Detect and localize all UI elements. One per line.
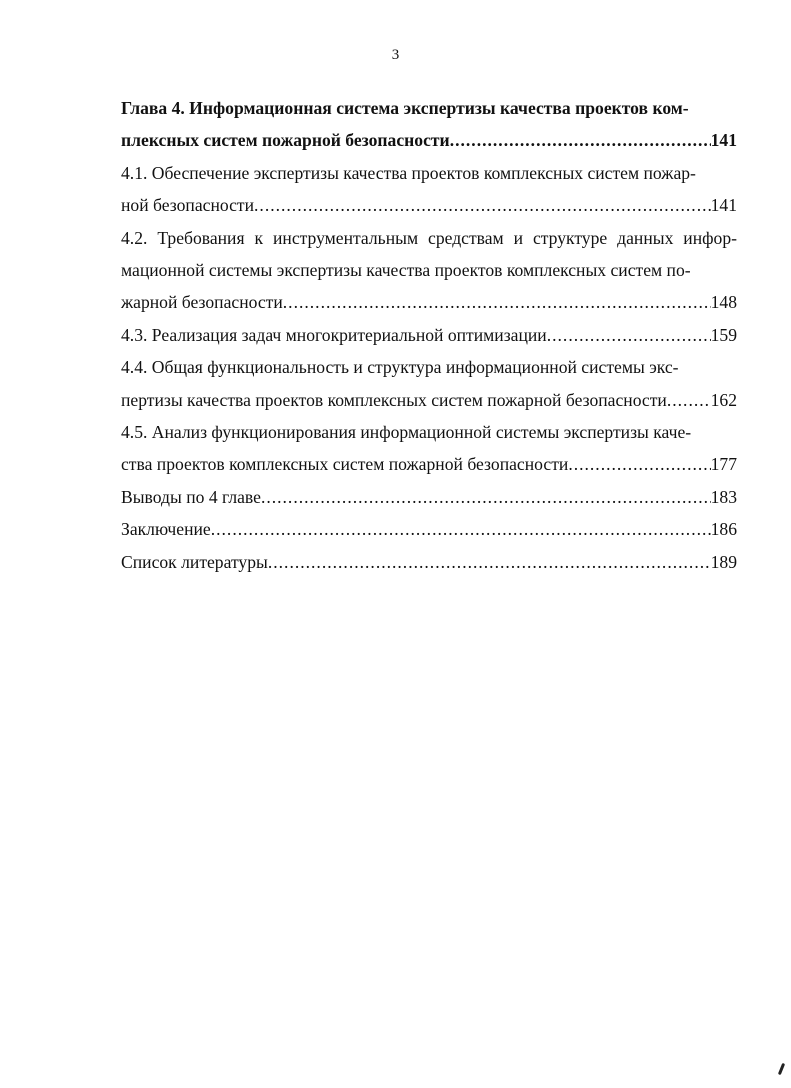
toc-entry-tail: Выводы по 4 главе: [121, 486, 261, 507]
toc-page-number: 159: [710, 324, 737, 345]
toc-page-number: 141: [710, 130, 737, 151]
toc-entry-4-2[interactable]: [121, 222, 737, 319]
toc-entry-last-line: [121, 546, 737, 578]
toc-entry-last-line: [121, 481, 737, 513]
toc-page-number: 183: [710, 486, 737, 507]
toc-entry-tail: ной безопасности: [121, 195, 255, 216]
dot-leader: [254, 189, 711, 221]
dot-leader: [268, 546, 711, 578]
toc-entry-text: 4.1. Обеспечение экспертизы качества проектов комплексных систем пожар-: [121, 162, 696, 183]
dot-leader: [261, 481, 711, 513]
toc-entry-conclusions-chapter-4[interactable]: [121, 481, 737, 513]
toc-entry-chapter-4[interactable]: [121, 92, 737, 157]
toc-entry-4-3[interactable]: [121, 319, 737, 351]
toc-entry-last-line: [121, 286, 737, 318]
toc-entry-last-line: [121, 448, 737, 480]
toc-entry-text: 4.2. Требования к инструментальным средствам и структуре данных инфор-мационной системы экспертизы качества проектов комплексных систем по-: [121, 227, 737, 281]
scan-mark: [778, 1063, 785, 1075]
toc-entry-4-5[interactable]: [121, 416, 737, 481]
toc-entry-tail: Заключение: [121, 519, 211, 540]
toc-entry-last-line: [121, 189, 737, 221]
toc-entry-text: 4.5. Анализ функционирования информационной системы экспертизы каче-: [121, 422, 692, 443]
page-number: 3: [391, 47, 400, 63]
toc-entry-last-line: [121, 513, 737, 545]
toc-entry-tail: жарной безопасности: [121, 292, 283, 313]
dot-leader: [568, 448, 710, 480]
dot-leader: [283, 286, 711, 318]
toc-entry-4-4[interactable]: [121, 351, 737, 416]
toc-entry-last-line: [121, 319, 737, 351]
toc-entry-references[interactable]: [121, 546, 737, 578]
toc-page-number: 162: [710, 389, 737, 410]
toc-entry-tail: пертизы качества проектов комплексных систем пожарной безопасности: [121, 389, 667, 410]
toc-page-number: 148: [710, 292, 737, 313]
toc-page-number: 186: [710, 519, 737, 540]
toc-page-number: 177: [710, 454, 737, 475]
toc-entry-tail: ства проектов комплексных систем пожарной безопасности: [121, 454, 569, 475]
dot-leader: [547, 319, 711, 351]
table-of-contents: [121, 92, 737, 578]
toc-entry-last-line: [121, 384, 737, 416]
toc-entry-tail: Список литературы: [121, 551, 268, 572]
dot-leader: [667, 384, 711, 416]
dot-leader: [211, 513, 711, 545]
toc-entry-tail: 4.3. Реализация задач многокритериальной оптимизации: [121, 324, 547, 345]
toc-entry-tail: плексных систем пожарной безопасности: [121, 130, 450, 151]
toc-entry-conclusion[interactable]: [121, 513, 737, 545]
toc-page-number: 189: [710, 551, 737, 572]
dot-leader: [450, 124, 711, 156]
toc-entry-last-line: [121, 124, 737, 156]
toc-entry-4-1[interactable]: [121, 157, 737, 222]
toc-entry-text: 4.4. Общая функциональность и структура информационной системы экс-: [121, 357, 679, 378]
toc-page-number: 141: [710, 195, 737, 216]
toc-entry-text: Глава 4. Информационная система экспертизы качества проектов ком-: [121, 98, 689, 118]
